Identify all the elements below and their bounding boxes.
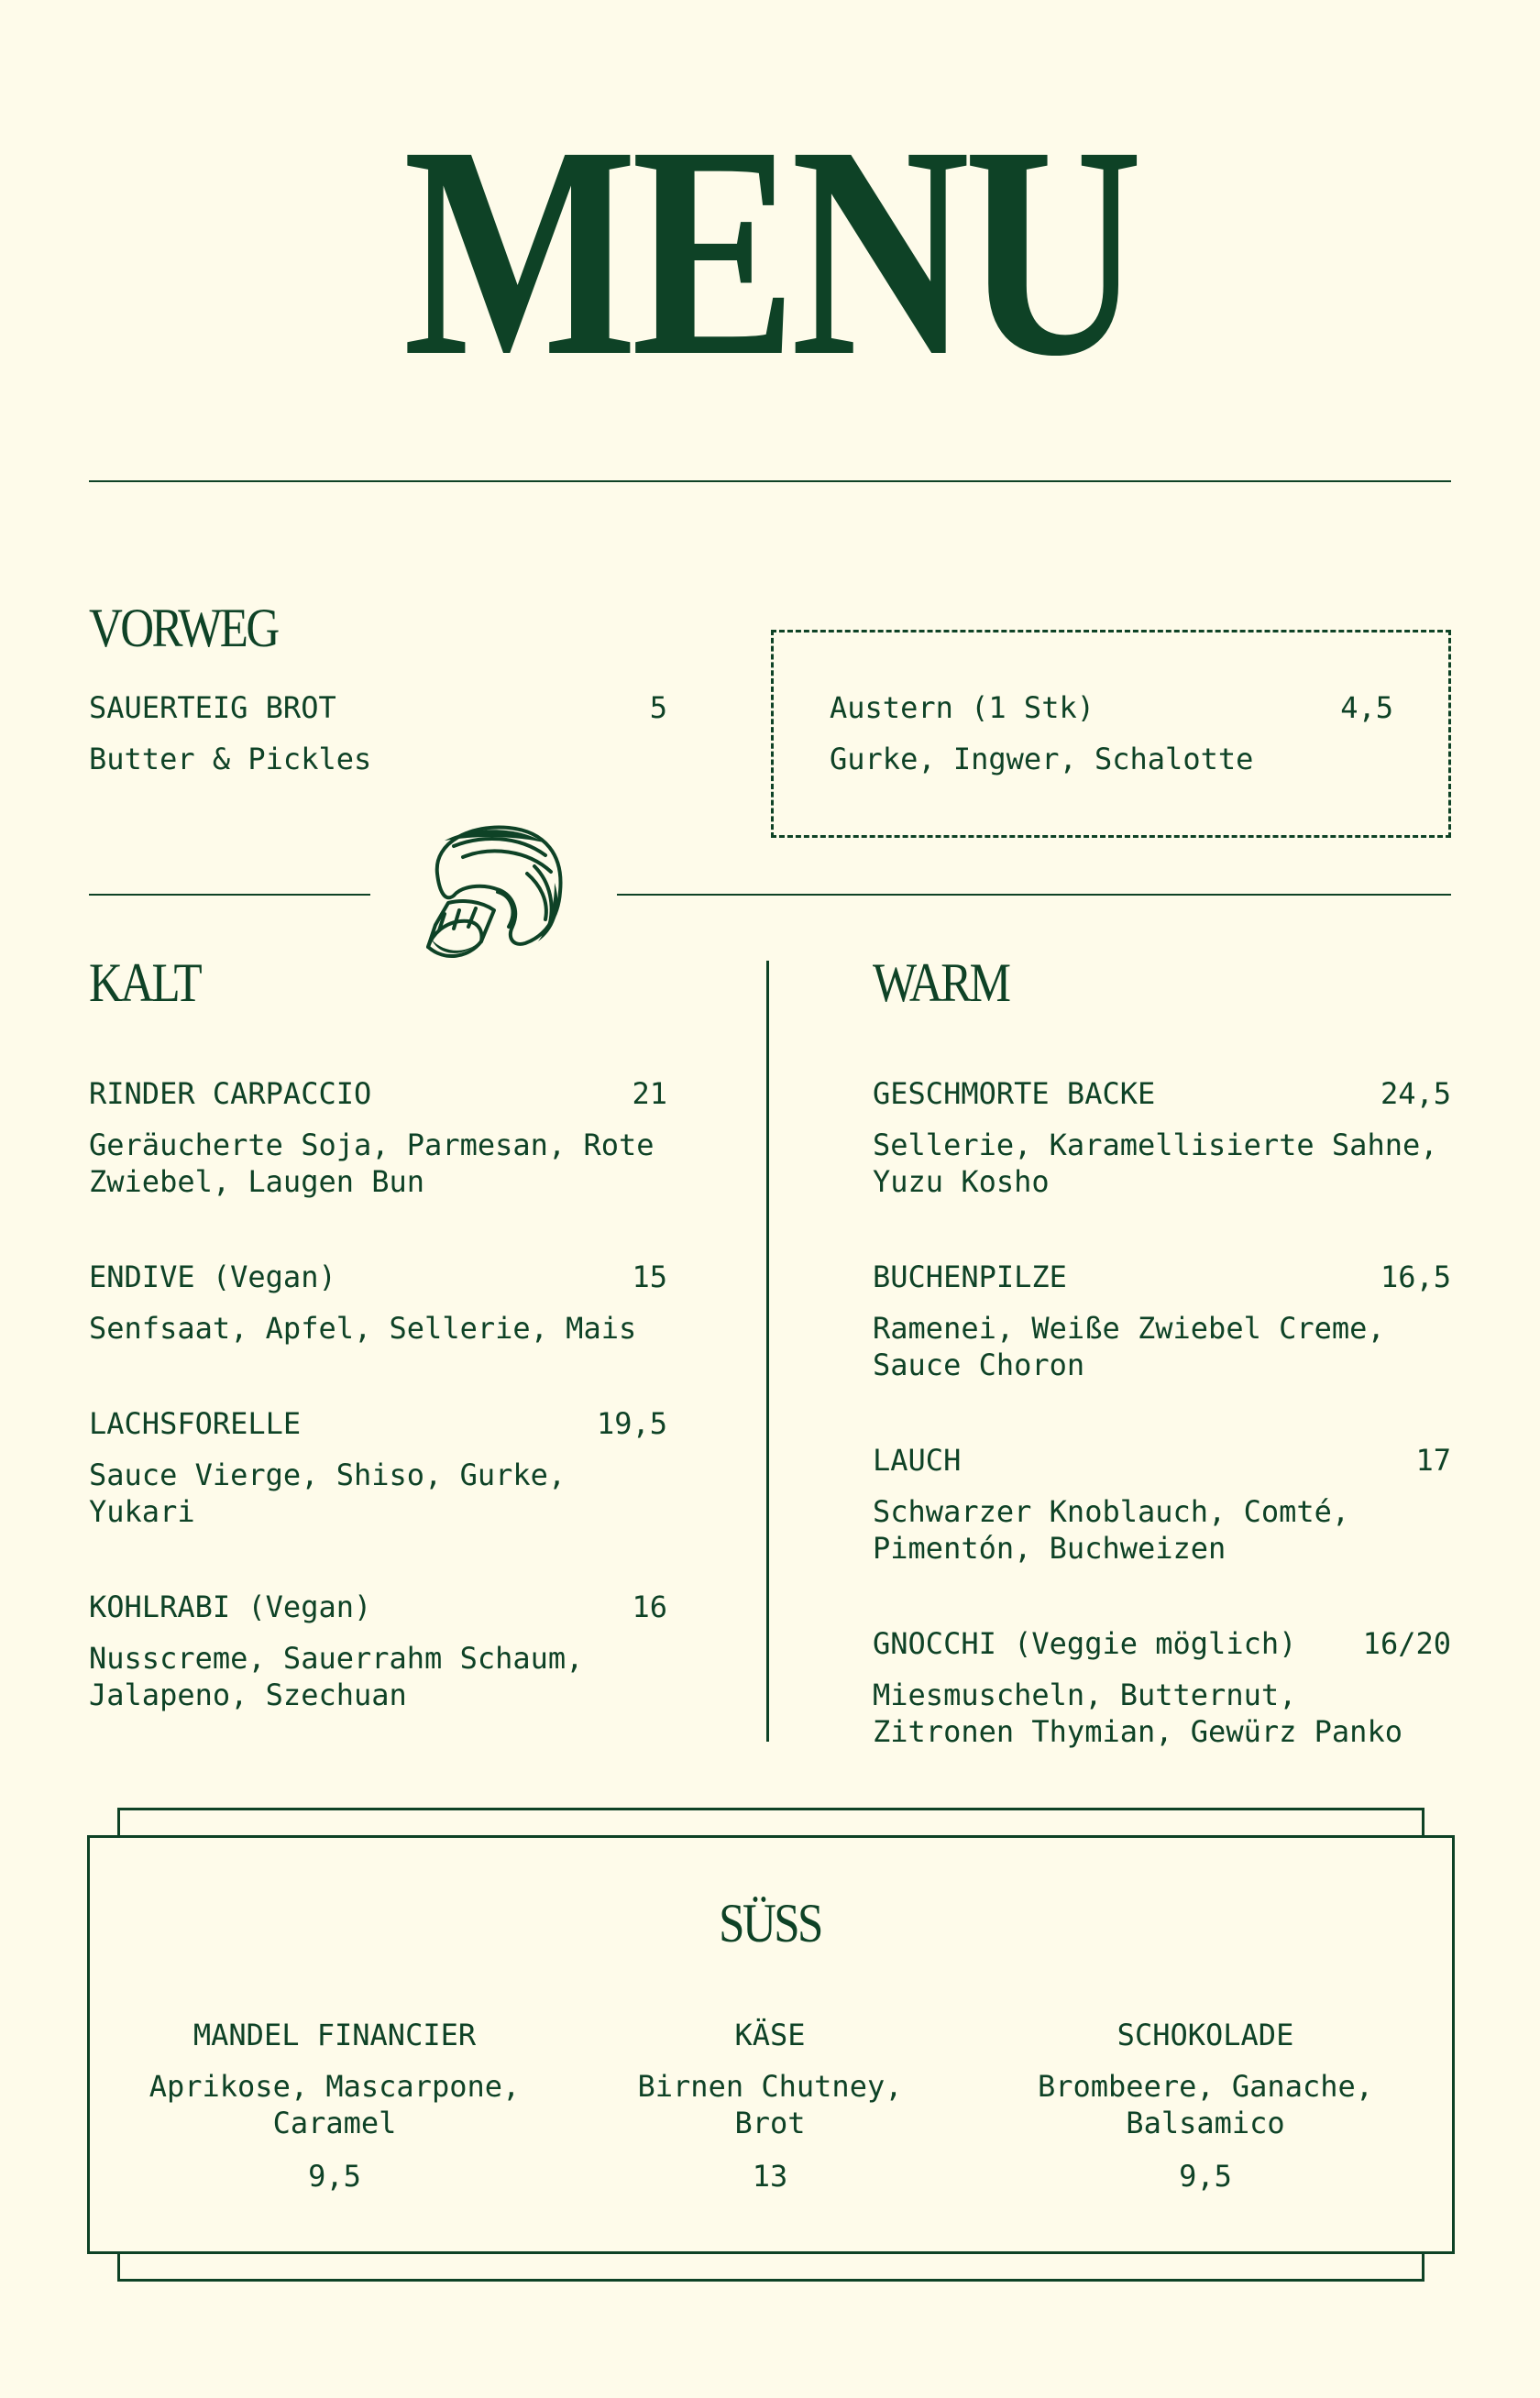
column-divider — [766, 961, 769, 1742]
item-description: Caramel — [272, 2106, 397, 2140]
item-description: Brot — [734, 2106, 806, 2140]
item-description: Zwiebel, Laugen Bun — [89, 1164, 425, 1199]
item-price: 19,5 — [596, 1406, 667, 1441]
item-description: Ramenei, Weiße Zwiebel Creme, — [873, 1311, 1385, 1346]
item-name: ENDIVE (Vegan) — [89, 1260, 336, 1294]
item-description: Schwarzer Knoblauch, Comté, — [873, 1494, 1350, 1529]
item-name: KOHLRABI (Vegan) — [89, 1590, 372, 1624]
item-name: GESCHMORTE BACKE — [873, 1076, 1156, 1111]
item-description: Senfsaat, Apfel, Sellerie, Mais — [89, 1311, 637, 1346]
item-name: GNOCCHI (Veggie möglich) — [873, 1626, 1297, 1661]
item-description: Balsamico — [1126, 2106, 1285, 2140]
special-box — [771, 630, 1451, 838]
section-heading-vorweg: VORWEG — [89, 598, 278, 658]
item-price: 16,5 — [1380, 1260, 1451, 1294]
item-price: 15 — [632, 1260, 667, 1294]
item-description: Yukari — [89, 1494, 195, 1529]
divider-right — [617, 894, 1451, 896]
item-name: RINDER CARPACCIO — [89, 1076, 372, 1111]
item-price: 5 — [649, 690, 667, 725]
item-price: 24,5 — [1380, 1076, 1451, 1111]
item-price: 17 — [1415, 1443, 1451, 1478]
item-price: 21 — [632, 1076, 667, 1111]
item-description: Jalapeno, Szechuan — [89, 1678, 407, 1712]
section-heading-warm: WARM — [873, 952, 1009, 1013]
item-price: 16 — [632, 1590, 667, 1624]
item-description: Aprikose, Mascarpone, — [148, 2069, 521, 2104]
item-name: MANDEL FINANCIER — [192, 2018, 477, 2052]
item-description: Butter & Pickles — [89, 742, 372, 776]
item-description: Sauce Choron — [873, 1348, 1085, 1382]
item-price: 16/20 — [1362, 1626, 1451, 1661]
item-name: LAUCH — [873, 1443, 962, 1478]
item-description: Brombeere, Ganache, — [1037, 2069, 1374, 2104]
item-description: Birnen Chutney, — [637, 2069, 903, 2104]
divider-left — [89, 894, 370, 896]
item-price: 9,5 — [1179, 2159, 1232, 2194]
item-price: 9,5 — [308, 2159, 361, 2194]
item-name: LACHSFORELLE — [89, 1406, 302, 1441]
item-name: SAUERTEIG BROT — [89, 690, 336, 725]
item-name: KÄSE — [734, 2018, 806, 2052]
item-description: Pimentón, Buchweizen — [873, 1531, 1226, 1566]
item-description: Sellerie, Karamellisierte Sahne, — [873, 1128, 1438, 1162]
section-heading-suess: SÜSS — [719, 1893, 821, 1953]
item-price: 13 — [752, 2159, 788, 2194]
mushroom-icon — [417, 819, 573, 965]
divider-top — [89, 480, 1451, 482]
special-item-name: Austern (1 Stk) — [830, 690, 1094, 725]
item-description: Zitronen Thymian, Gewürz Panko — [873, 1714, 1402, 1749]
item-name: BUCHENPILZE — [873, 1260, 1067, 1294]
item-name: SCHOKOLADE — [1116, 2018, 1294, 2052]
item-description: Yuzu Kosho — [873, 1164, 1050, 1199]
section-heading-kalt: KALT — [89, 952, 201, 1013]
menu-title: MENU — [402, 84, 1138, 419]
item-description: Miesmuscheln, Butternut, — [873, 1678, 1297, 1712]
item-description: Geräucherte Soja, Parmesan, Rote — [89, 1128, 654, 1162]
item-description: Nusscreme, Sauerrahm Schaum, — [89, 1641, 584, 1676]
item-description: Sauce Vierge, Shiso, Gurke, — [89, 1458, 566, 1492]
special-item-description: Gurke, Ingwer, Schalotte — [830, 742, 1254, 776]
special-item-price: 4,5 — [1340, 690, 1393, 725]
